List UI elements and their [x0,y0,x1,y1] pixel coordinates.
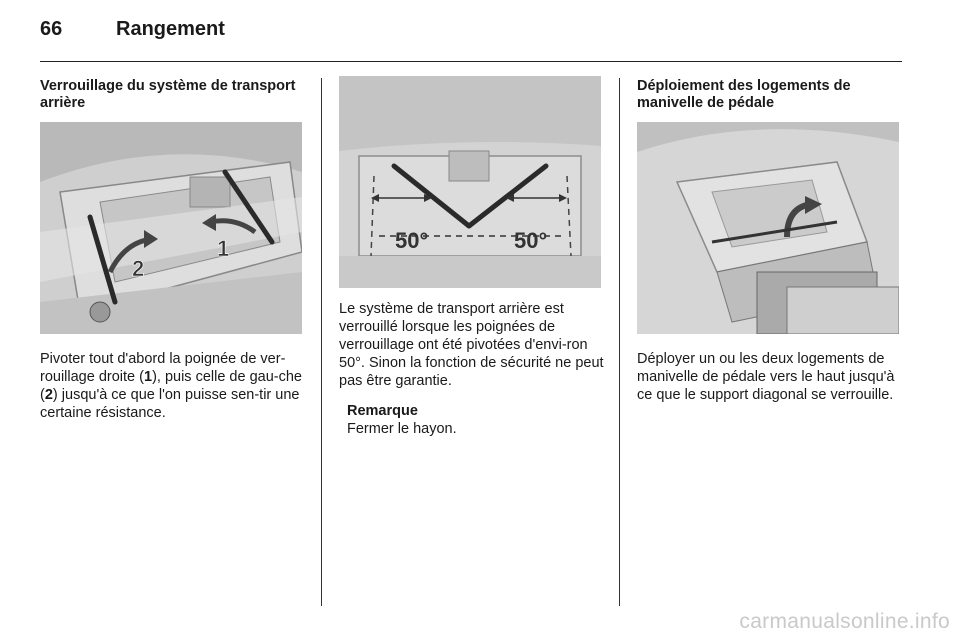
text-span: ) jusqu'à ce que l'on puisse sen-tir une certaine résistance. [40,387,300,421]
watermark: carmanualsonline.info [739,610,950,633]
illustration-50-degree [339,76,601,288]
section-pedal-crank-holders [637,78,903,404]
text-span: ), puis celle de gau-che ( [40,369,302,403]
reference-number: 1 [143,369,153,385]
column-divider [619,78,620,606]
instruction-text: Le système de transport arrière est verrouillé lorsque les poignées de verrouillage ont été pivotées d'envi-ron 50°. Sinon la fonction de sécurité ne peut pas être garantie. [339,301,604,389]
header-divider [40,61,902,62]
angle-label: 50° [395,228,429,253]
illustration-lock-handles-drawing [40,122,302,334]
note-label: Remarque [347,403,418,419]
page-number: 66 [40,18,63,40]
figure-label: 1 [217,236,230,261]
reference-number: 2 [44,387,53,403]
instruction-text: Déployer un ou les deux logements de manivelle de pédale vers le haut jusqu'à ce que le support diagonal se verrouille. [637,351,895,403]
illustration-crank-holder [637,122,899,334]
angle-label: 50° [514,228,548,253]
page-header [40,18,225,48]
instruction-text [40,350,304,422]
note-text: Fermer le hayon. [347,421,457,437]
figure-label: 2 [132,256,145,281]
column-divider [321,78,322,606]
section-lock-rear-carrier [40,78,304,422]
illustration-50-degree-drawing [339,76,601,288]
note-box [347,402,605,438]
section-heading: Déploiement des logements de manivelle de pédale [637,78,851,111]
page-title: Rangement [116,18,225,40]
illustration-lock-handles [40,122,302,334]
text-span: Pivoter tout d'abord la poignée de ver-rouillage droite ( [40,351,286,385]
section-lock-angle [339,78,605,438]
illustration-crank-holder-drawing [637,122,899,334]
section-heading: Verrouillage du système de transport arrière [40,78,296,111]
